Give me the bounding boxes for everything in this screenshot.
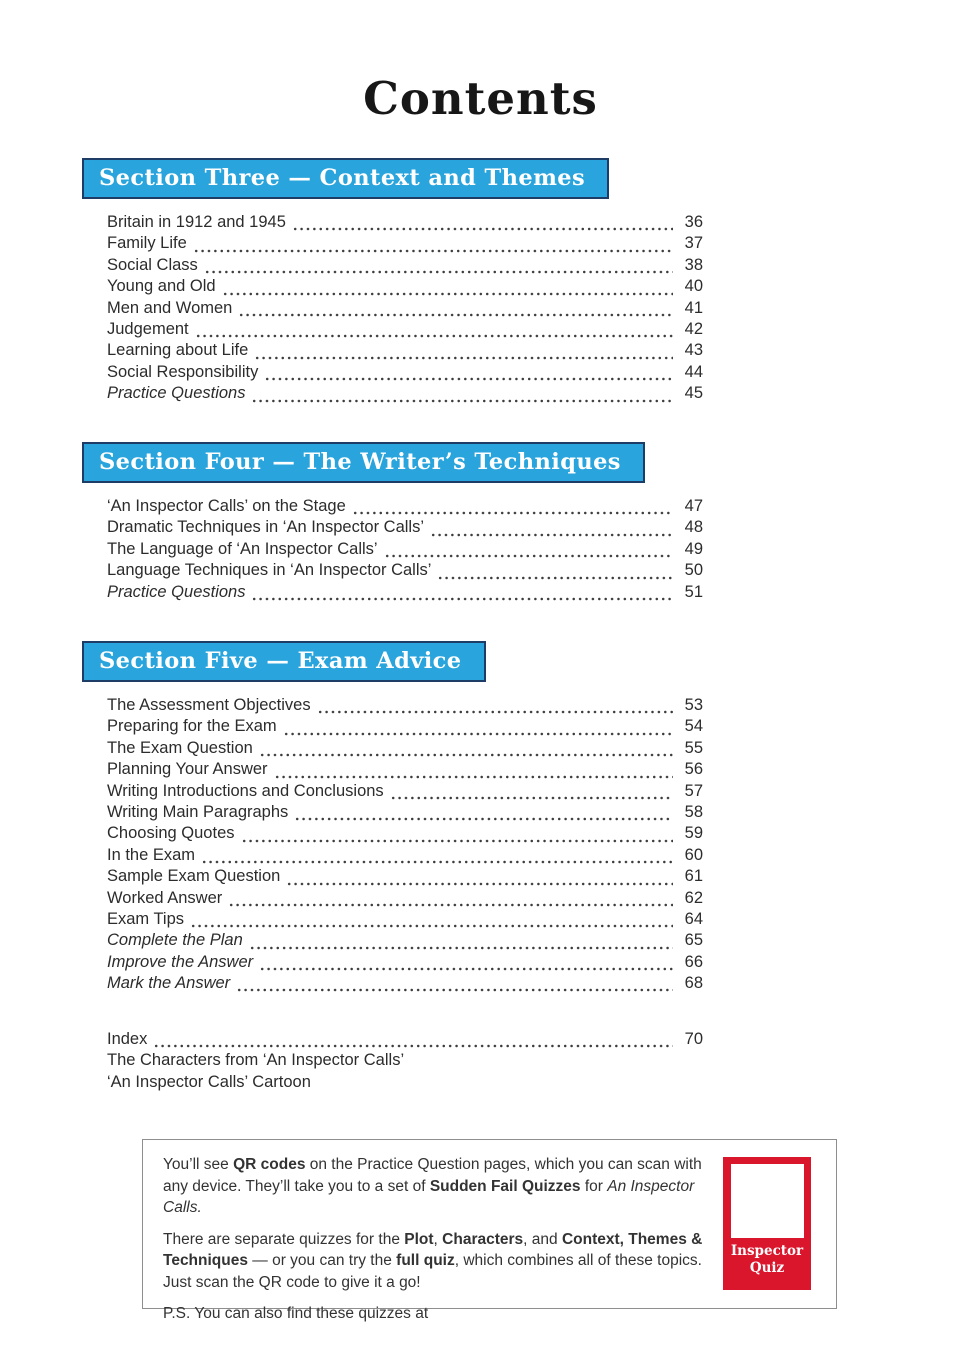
toc-entry-page: 47: [684, 497, 703, 515]
note-text: P.S. You can also find these quizzes at: [163, 1305, 429, 1322]
dotted-leader: [195, 334, 673, 338]
toc-entry-title: The Exam Question: [107, 738, 253, 757]
toc-entry-title: ‘An Inspector Calls’ Cartoon: [107, 1072, 311, 1091]
toc-entry-title: Practice Questions: [107, 582, 246, 601]
toc-entry: [107, 974, 703, 995]
toc-entry-title: Planning Your Answer: [107, 760, 268, 779]
toc-entry: [107, 384, 703, 405]
toc-entry: [107, 739, 703, 760]
toc-entry: [107, 803, 703, 824]
note-text: ,: [433, 1230, 443, 1248]
toc-entry-page: 57: [684, 781, 703, 800]
dotted-leader: [204, 270, 673, 274]
note-text: There are separate quizzes for the: [163, 1230, 405, 1248]
dotted-leader: [292, 227, 673, 231]
quiz-badge-line2: Quiz: [749, 1260, 785, 1276]
note-text: on the Practice Question pages, which you can scan with any device. They’ll take you to a set of: [163, 1156, 702, 1195]
dotted-leader: [222, 292, 673, 296]
note-text: for: [580, 1177, 608, 1195]
toc-entry-title: Language Techniques in ‘An Inspector Calls’: [107, 561, 432, 580]
dotted-leader: [238, 313, 673, 317]
note-paragraph-1: [163, 1154, 715, 1219]
toc-entry: [107, 696, 703, 717]
toc-entry: [107, 561, 703, 582]
note-text-bold: QR codes: [233, 1156, 306, 1173]
quiz-badge-label: [723, 1243, 811, 1277]
note-text: , which combines all of these topics. Just scan the QR code to give it a go!: [163, 1252, 702, 1291]
toc-entry: [107, 299, 703, 320]
dotted-leader: [249, 946, 673, 950]
section-four-toc: [107, 497, 703, 604]
dotted-leader: [236, 988, 673, 992]
section-five-toc: [107, 696, 703, 995]
toc-entry-title: Learning about Life: [107, 341, 249, 360]
toc-entry-page: 61: [684, 867, 703, 886]
note-text-bold: Context, Themes & Techniques: [163, 1230, 703, 1269]
note-text: You’ll see: [163, 1156, 234, 1173]
toc-entry-page: 62: [684, 888, 703, 907]
toc-entry-title: Writing Introductions and Conclusions: [107, 781, 384, 800]
toc-entry: [107, 782, 703, 803]
toc-entry-page: 38: [684, 255, 703, 274]
toc-entry-page: 48: [684, 518, 703, 537]
dotted-leader: [390, 796, 673, 800]
toc-entry-page: 70: [684, 1030, 703, 1048]
dotted-leader: [283, 732, 673, 736]
toc-entry-page: 64: [684, 909, 703, 928]
toc-entry-page: 37: [684, 234, 703, 253]
toc-entry-page: 66: [684, 952, 703, 971]
toc-entry-page: 54: [684, 717, 703, 736]
toc-entry-page: 43: [684, 341, 703, 360]
note-text-bold: Sudden Fail Quizzes: [429, 1177, 581, 1195]
toc-entry-page: 50: [684, 561, 703, 580]
toc-entry-page: 55: [684, 738, 703, 757]
toc-entry: [107, 363, 703, 384]
toc-entry: [107, 234, 703, 255]
toc-entry: [107, 497, 703, 518]
toc-entry-title: ‘An Inspector Calls’ on the Stage: [107, 497, 346, 515]
note-text-bold: Plot: [404, 1230, 434, 1248]
toc-entry: [107, 277, 703, 298]
dotted-leader: [317, 710, 673, 714]
toc-entry: [107, 1030, 703, 1051]
toc-entry: [107, 846, 703, 867]
toc-entry-title: Judgement: [107, 319, 189, 338]
toc-entry: [107, 518, 703, 539]
toc-entry: [107, 910, 703, 931]
note-text: , and: [523, 1230, 562, 1248]
toc-entry-title: Exam Tips: [107, 909, 185, 928]
qr-note-box: [142, 1139, 837, 1322]
toc-entry-page: 65: [684, 931, 703, 950]
dotted-leader: [286, 882, 673, 886]
dotted-leader: [437, 576, 673, 580]
note-paragraph-3: [163, 1303, 715, 1325]
toc-entry-page: 58: [684, 802, 703, 821]
toc-entry: [107, 256, 703, 277]
toc-entry: [107, 760, 703, 781]
toc-entry: [107, 1051, 703, 1072]
toc-entry-page: 42: [684, 319, 703, 338]
dotted-leader: [193, 249, 673, 253]
dotted-leader: [153, 1044, 673, 1048]
toc-entry-page: 53: [684, 696, 703, 714]
toc-entry-page: 49: [684, 539, 703, 558]
toc-entry-title: Practice Questions: [107, 384, 246, 403]
note-text-bold: Characters: [442, 1230, 524, 1248]
toc-entry-title: Improve the Answer: [107, 952, 254, 971]
quiz-badge-line1: Inspector: [730, 1243, 804, 1259]
toc-entry-title: Britain in 1912 and 1945: [107, 213, 286, 231]
dotted-leader: [384, 554, 673, 558]
toc-entry-page: 68: [684, 974, 703, 993]
toc-entry-page: 36: [684, 213, 703, 231]
dotted-leader: [259, 967, 673, 971]
toc-entry-page: 56: [684, 760, 703, 779]
toc-entry-title: Choosing Quotes: [107, 824, 235, 843]
toc-entry: [107, 824, 703, 845]
toc-entry-page: 44: [684, 362, 703, 381]
section-five: [82, 641, 703, 995]
section-four-header: Section Four — The Writer’s Techniques: [82, 442, 645, 483]
toc-entry: [107, 953, 703, 974]
toc-entry: [107, 540, 703, 561]
toc-entry-page: 40: [684, 277, 703, 296]
toc-entry-title: Young and Old: [107, 277, 216, 296]
toc-entry-title: The Assessment Objectives: [107, 696, 311, 714]
toc-entry-title: The Characters from ‘An Inspector Calls’: [107, 1051, 405, 1070]
toc-entry-title: Preparing for the Exam: [107, 717, 277, 736]
toc-entry-title: Index: [107, 1030, 148, 1048]
note-paragraph-2: [163, 1229, 715, 1294]
dotted-leader: [228, 903, 673, 907]
toc-entry: [107, 320, 703, 341]
toc-entry: [107, 341, 703, 362]
toc-entry: [107, 1073, 703, 1094]
section-five-header: Section Five — Exam Advice: [82, 641, 486, 682]
toc-entry-page: 41: [684, 298, 703, 317]
section-three-toc: [107, 213, 703, 406]
end-matter: [82, 1030, 703, 1094]
dotted-leader: [294, 817, 673, 821]
section-three: [82, 158, 703, 406]
qr-code-placeholder: [731, 1164, 804, 1238]
inspector-quiz-badge: [723, 1157, 811, 1290]
toc-entry-title: Sample Exam Question: [107, 867, 281, 886]
dotted-leader: [251, 399, 673, 403]
toc-entry-title: Complete the Plan: [107, 931, 243, 950]
toc-entry-page: 60: [684, 845, 703, 864]
dotted-leader: [274, 775, 673, 779]
page-title: Contents: [363, 72, 598, 125]
end-matter-toc: [107, 1030, 703, 1094]
note-text: — or you can try the: [247, 1252, 397, 1269]
toc-entry-title: Dramatic Techniques in ‘An Inspector Calls’: [107, 518, 425, 537]
toc-entry-title: Men and Women: [107, 298, 233, 317]
dotted-leader: [251, 597, 673, 601]
toc-entry-page: 59: [684, 824, 703, 843]
note-text-italic: An Inspector Calls.: [163, 1177, 695, 1216]
note-text-bold: full quiz: [396, 1252, 455, 1269]
dotted-leader: [259, 753, 673, 757]
toc-entry-page: 51: [684, 582, 703, 601]
toc-entry: [107, 889, 703, 910]
toc-entry: [107, 931, 703, 952]
toc-entry-title: Family Life: [107, 234, 187, 253]
toc-entry-title: Worked Answer: [107, 888, 223, 907]
toc-entry: [107, 867, 703, 888]
dotted-leader: [190, 924, 673, 928]
dotted-leader: [264, 377, 673, 381]
toc-entry-title: Social Class: [107, 255, 198, 274]
toc-entry-page: 45: [684, 384, 703, 403]
toc-entry-title: The Language of ‘An Inspector Calls’: [107, 539, 378, 558]
section-four: [82, 442, 703, 604]
dotted-leader: [254, 356, 673, 360]
toc-entry: [107, 583, 703, 604]
toc-entry-title: In the Exam: [107, 845, 196, 864]
dotted-leader: [352, 511, 673, 515]
toc-entry-title: Social Responsibility: [107, 362, 259, 381]
section-three-header: Section Three — Context and Themes: [82, 158, 609, 199]
dotted-leader: [201, 860, 673, 864]
dotted-leader: [430, 533, 673, 537]
toc-entry: [107, 717, 703, 738]
toc-entry: [107, 213, 703, 234]
toc-entry-title: Writing Main Paragraphs: [107, 802, 289, 821]
toc-entry-title: Mark the Answer: [107, 974, 231, 993]
dotted-leader: [241, 839, 674, 843]
